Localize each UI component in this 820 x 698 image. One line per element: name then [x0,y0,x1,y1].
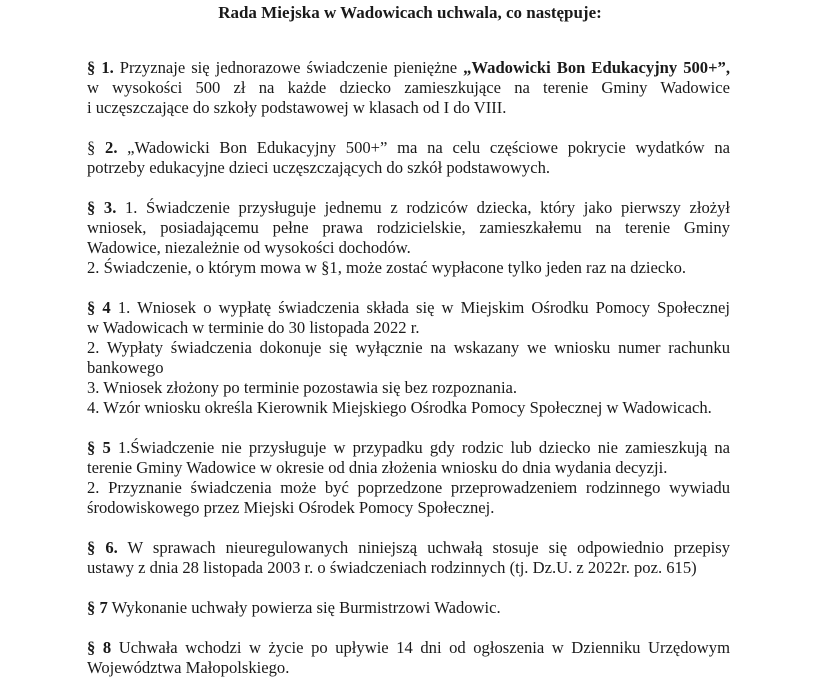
section-2-mark: 2. [105,138,118,157]
section-7 [87,598,730,618]
section-3-mark: § 3. [87,198,117,217]
section-2 [87,138,730,178]
section-4-line-5: 3. Wniosek złożony po terminie pozostawia się bez rozpoznania. [87,378,518,397]
section-8-mark: § 8 [87,638,112,657]
section-3-line-1: § 3. 1. Świadczenie przysługuje jednemu z rodziców dziecka, który jako pierwszy złożył [87,198,731,217]
section-8-line-2: Województwa Małopolskiego. [87,658,290,677]
section-5 [87,438,730,518]
section-5-line-3: 2. Przyznanie świadczenia może być poprzedzone przeprowadzeniem rodzinnego wywiadu [87,478,730,497]
section-4-line-1: § 4 1. Wniosek o wypłatę świadczenia składa się w Miejskim Ośrodku Pomocy Społecznej [87,298,730,317]
resolution-body [87,58,730,698]
section-4 [87,298,730,418]
section-2-line-2: potrzeby edukacyjne dzieci uczęszczających do szkół podstawowych. [87,158,551,177]
section-4-mark: § 4 [87,298,111,317]
section-5-line-2: terenie Gminy Wadowice w okresie od dnia złożenia wniosku do dnia wydania decyzji. [87,458,668,477]
section-5-line-4: środowiskowego przez Miejski Ośrodek Pomocy Społecznej. [87,498,495,517]
section-3-line-4: 2. Świadczenie, o którym mowa w §1, może zostać wypłacone tylko jeden raz na dziecko. [87,258,687,277]
program-name: „Wadowicki Bon Edukacyjny 500+”, [463,58,730,77]
section-5-line-1: § 5 1.Świadczenie nie przysługuje w przypadku gdy rodzic lub dziecko nie zamieszkują na [87,438,730,457]
section-8-line-1: § 8 Uchwała wchodzi w życie po upływie 14 dni od ogłoszenia w Dzienniku Urzędowym [87,638,730,657]
section-1-line-2: w wysokości 500 zł na każde dziecko zamieszkujące na terenie Gminy Wadowice [87,78,730,97]
section-6 [87,538,730,578]
section-3-line-2: wniosek, posiadającemu pełne prawa rodzicielskie, zamieszkałemu na terenie Gminy [87,218,730,237]
section-2-line-1: § 2. „Wadowicki Bon Edukacyjny 500+” ma na celu częściowe pokrycie wydatków na [87,138,730,157]
section-6-line-1: § 6. W sprawach nieuregulowanych niniejszą uchwałą stosuje się odpowiednio przepisy [87,538,730,557]
section-6-mark: § 6. [87,538,118,557]
section-3 [87,198,730,278]
section-7-mark: § 7 [87,598,108,617]
section-1-line-1: § 1. Przyznaje się jednorazowe świadczenie pieniężne „Wadowicki Bon Edukacyjny 500+”, [87,58,730,77]
section-5-mark: § 5 [87,438,111,457]
section-4-line-6: 4. Wzór wniosku określa Kierownik Miejskiego Ośrodka Pomocy Społecznej w Wadowicach. [87,398,712,417]
section-7-line-1: § 7 Wykonanie uchwały powierza się Burmistrzowi Wadowic. [87,598,501,617]
section-2-symbol: § [87,138,96,157]
section-4-line-2: w Wadowicach w terminie do 30 listopada 2022 r. [87,318,420,337]
section-1-mark: § 1. [87,58,114,77]
section-4-line-3: 2. Wypłaty świadczenia dokonuje się wyłącznie na wskazany we wniosku numer rachunku [87,338,730,357]
section-1-line-3: i uczęszczające do szkoły podstawowej w klasach od I do VIII. [87,98,507,117]
section-4-line-4: bankowego [87,358,164,377]
section-1 [87,58,730,118]
section-8 [87,638,730,678]
section-6-line-2: ustawy z dnia 28 listopada 2003 r. o świadczeniach rodzinnych (tj. Dz.U. z 2022r. poz. 615) [87,558,697,577]
document-heading: Rada Miejska w Wadowicach uchwala, co następuje: [218,3,602,22]
section-3-line-3: Wadowice, niezależnie od wysokości dochodów. [87,238,411,257]
